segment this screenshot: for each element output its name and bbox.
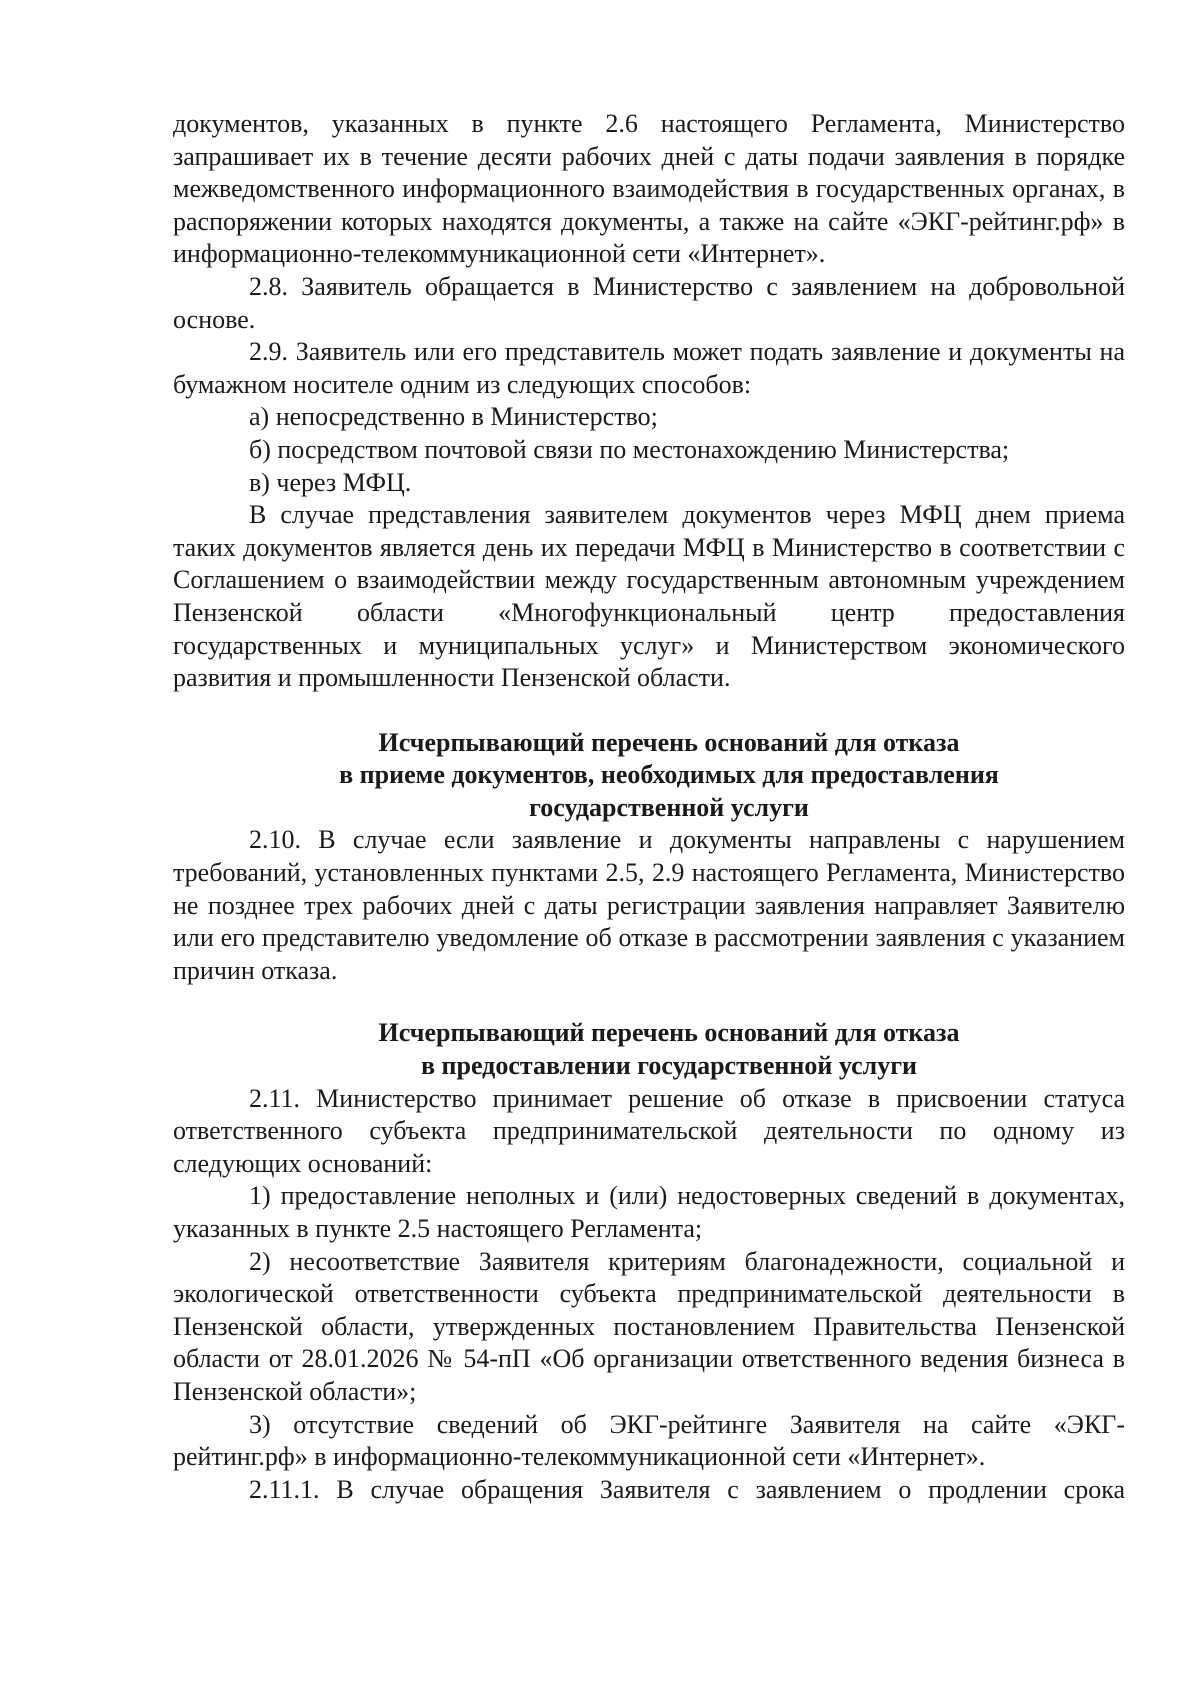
list-item-2-11-1: 1) предоставление неполных и (или) недостоверных сведений в документах, указанных в пункте 2.5 настоящего Регламента;: [173, 1181, 1125, 1243]
spacer: [173, 695, 1125, 727]
heading-line: в предоставлении государственной услуги: [420, 1051, 917, 1081]
paragraph-documents-request: документов, указанных в пункте 2.6 настоящего Регламента, Министерство запрашивает их в течение десяти рабочих дней с даты подачи заявления в порядке межведомственного информационного взаимодействия в государственных органах, в распоряжении которых находятся документы, а также на сайте «ЭКГ-рейтинг.рф» в информационно-телекоммуникационной сети «Интернет».: [173, 109, 1125, 269]
paragraph-2-8: 2.8. Заявитель обращается в Министерство с заявлением на добровольной основе.: [173, 271, 1125, 334]
section-heading-refusal-acceptance: [173, 727, 1125, 825]
paragraph-2-10: 2.10. В случае если заявление и документы направлены с нарушением требований, установленных пунктами 2.5, 2.9 настоящего Регламента, Министерство не позднее трех рабочих дней с даты регистрации заявления направляет Заявителю или его представителю уведомление об отказе в рассмотрении заявления с указанием причин отказа.: [173, 825, 1125, 985]
list-item-2-9-v: в) через МФЦ.: [249, 467, 412, 497]
paragraph-2-11: 2.11. Министерство принимает решение об отказе в присвоении статуса ответственного субъекта предпринимательской деятельности по одному из следующих оснований:: [173, 1083, 1125, 1178]
spacer: [173, 987, 1125, 1017]
list-item-2-11-2: 2) несоответствие Заявителя критериям благонадежности, социальной и экологической ответственности субъекта предпринимательской деятельности в Пензенской области, утвержденных постановлением Правительства Пензенской области от 28.01.2026 № 54-пП «Об организации ответственного ведения бизнеса в Пензенской области»;: [173, 1246, 1125, 1406]
list-item-2-9-b: б) посредством почтовой связи по местонахождению Министерства;: [249, 434, 1010, 464]
document-page: [173, 108, 1125, 1506]
heading-line: государственной услуги: [529, 792, 809, 822]
list-item-2-9-a: а) непосредственно в Министерство;: [249, 402, 658, 432]
paragraph-2-11-1: 2.11.1. В случае обращения Заявителя с заявлением о продлении срока: [249, 1474, 1125, 1504]
heading-line: Исчерпывающий перечень оснований для отказа: [378, 727, 960, 757]
paragraph-2-9: 2.9. Заявитель или его представитель может подать заявление и документы на бумажном носителе одним из следующих способов:: [173, 337, 1125, 399]
heading-line: Исчерпывающий перечень оснований для отказа: [378, 1018, 960, 1048]
list-item-2-11-3: 3) отсутствие сведений об ЭКГ-рейтинге Заявителя на сайте «ЭКГ-рейтинг.рф» в информационно-телекоммуникационной сети «Интернет».: [173, 1409, 1125, 1472]
paragraph-mfc: В случае представления заявителем документов через МФЦ днем приема таких документов является день их передачи МФЦ в Министерство в соответствии с Соглашением о взаимодействии между государственным автономным учреждением Пензенской области «Многофункциональный центр предоставления государственных и муниципальных услуг» и Министерством экономического развития и промышленности Пензенской области.: [173, 500, 1125, 693]
section-heading-refusal-service: [173, 1017, 1125, 1082]
heading-line: в приеме документов, необходимых для предоставления: [339, 760, 999, 790]
